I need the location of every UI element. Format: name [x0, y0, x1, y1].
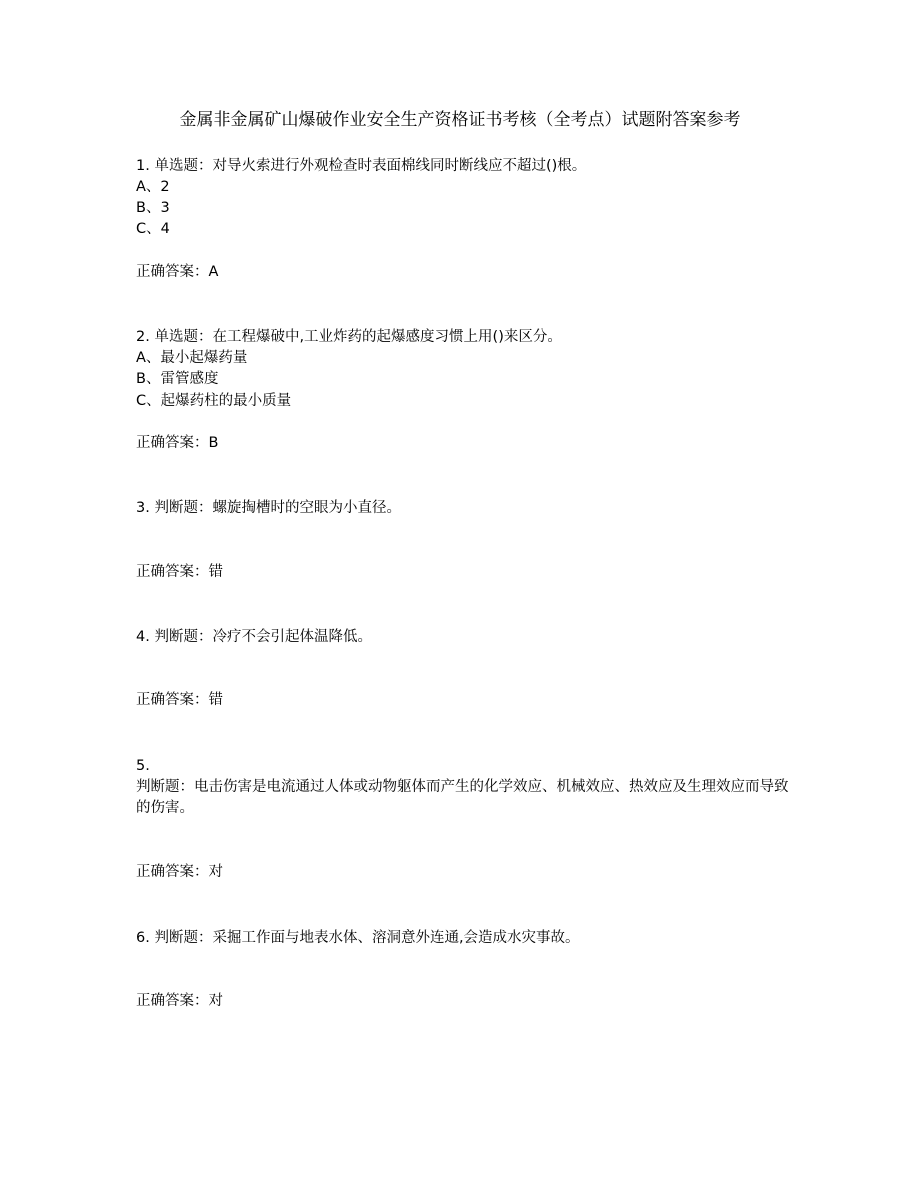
question-5-stem: 判断题：电击伤害是电流通过人体或动物躯体而产生的化学效应、机械效应、热效应及生理效应而导致的伤害。 — [136, 779, 789, 816]
question-4-answer: 正确答案：错 — [136, 692, 223, 708]
question-1-option-a: A、2 — [136, 179, 170, 195]
question-2-stem: 2. 单选题：在工程爆破中,工业炸药的起爆感度习惯上用()来区分。 — [136, 329, 562, 345]
question-2-answer: 正确答案：B — [136, 435, 219, 451]
question-1-answer: 正确答案：A — [136, 264, 219, 280]
question-1-option-b: B、3 — [136, 200, 170, 216]
question-3-answer: 正确答案：错 — [136, 564, 223, 580]
question-1-option-c: C、4 — [136, 221, 170, 237]
question-2-option-b: B、雷管感度 — [136, 371, 219, 387]
question-3-stem: 3. 判断题：螺旋掏槽时的空眼为小直径。 — [136, 500, 401, 516]
question-6-stem: 6. 判断题：采掘工作面与地表水体、溶洞意外连通,会造成水灾事故。 — [136, 930, 580, 946]
question-2-option-a: A、最小起爆药量 — [136, 350, 248, 366]
question-5-answer: 正确答案：对 — [136, 864, 223, 880]
question-4-stem: 4. 判断题：冷疗不会引起体温降低。 — [136, 629, 372, 645]
question-6-answer: 正确答案：对 — [136, 993, 223, 1009]
question-2-option-c: C、起爆药柱的最小质量 — [136, 393, 292, 409]
document-title: 金属非金属矿山爆破作业安全生产资格证书考核（全考点）试题附答案参考 — [179, 110, 741, 130]
question-5-number: 5. — [136, 758, 150, 774]
question-1-stem: 1. 单选题：对导火索进行外观检查时表面棉线同时断线应不超过()根。 — [136, 158, 587, 174]
